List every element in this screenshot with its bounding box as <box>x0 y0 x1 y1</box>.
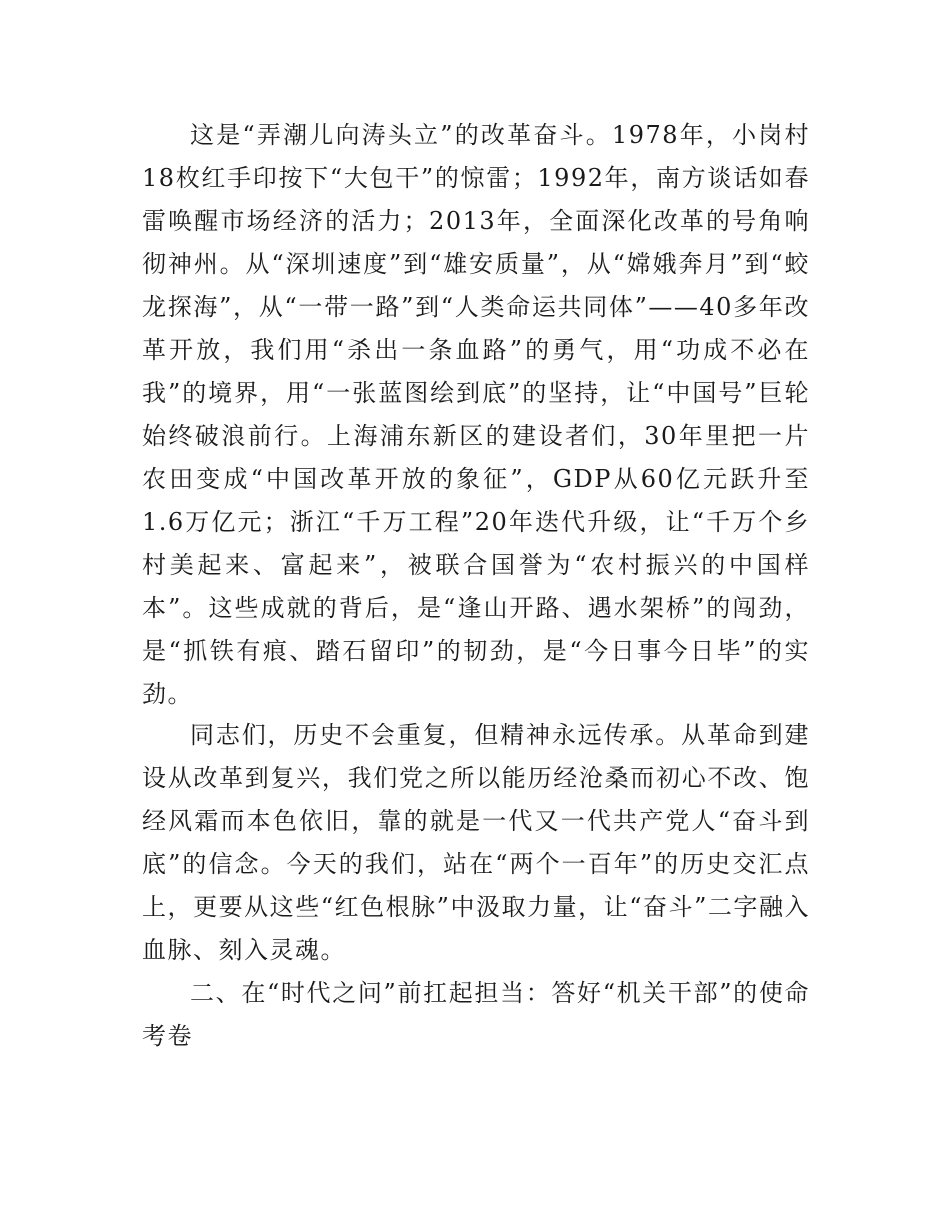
section-heading: 二、在“时代之问”前扛起担当：答好“机关干部”的使命考卷 <box>142 979 810 1050</box>
body-paragraph-spirit-inheritance: 同志们，历史不会重复，但精神永远传承。从革命到建设从改革到复兴，我们党之所以能历经沧桑而初心不改、饱经风霜而本色依旧，靠的就是一代又一代共产党人“奋斗到底”的信念。今天的我们，站在“两个一百年”的历史交汇点上，更要从这些“红色根脉”中汲取力量，让“奋斗”二字融入血脉、刻入灵魂。 <box>142 721 810 964</box>
body-paragraph-reform-struggle: 这是“弄潮儿向涛头立”的改革奋斗。1978年，小岗村18枚红手印按下“大包干”的惊雷；1992年，南方谈话如春雷唤醒市场经济的活力；2013年，全面深化改革的号角响彻神州。从“深圳速度”到“雄安质量”，从“嫦娥奔月”到“蛟龙探海”，从“一带一路”到“人类命运共同体”——40多年改革开放，我们用“杀出一条血路”的勇气，用“功成不必在我”的境界，用“一张蓝图绘到底”的坚持，让“中国号”巨轮始终破浪前行。上海浦东新区的建设者们，30年里把一片农田变成“中国改革开放的象征”，GDP从60亿元跃升至1.6万亿元；浙江“千万工程”20年迭代升级，让“千万个乡村美起来、富起来”，被联合国誉为“农村振兴的中国样本”。这些成就的背后，是“逢山开路、遇水架桥”的闯劲，是“抓铁有痕、踏石留印”的韧劲，是“今日事今日毕”的实劲。 <box>142 121 810 708</box>
